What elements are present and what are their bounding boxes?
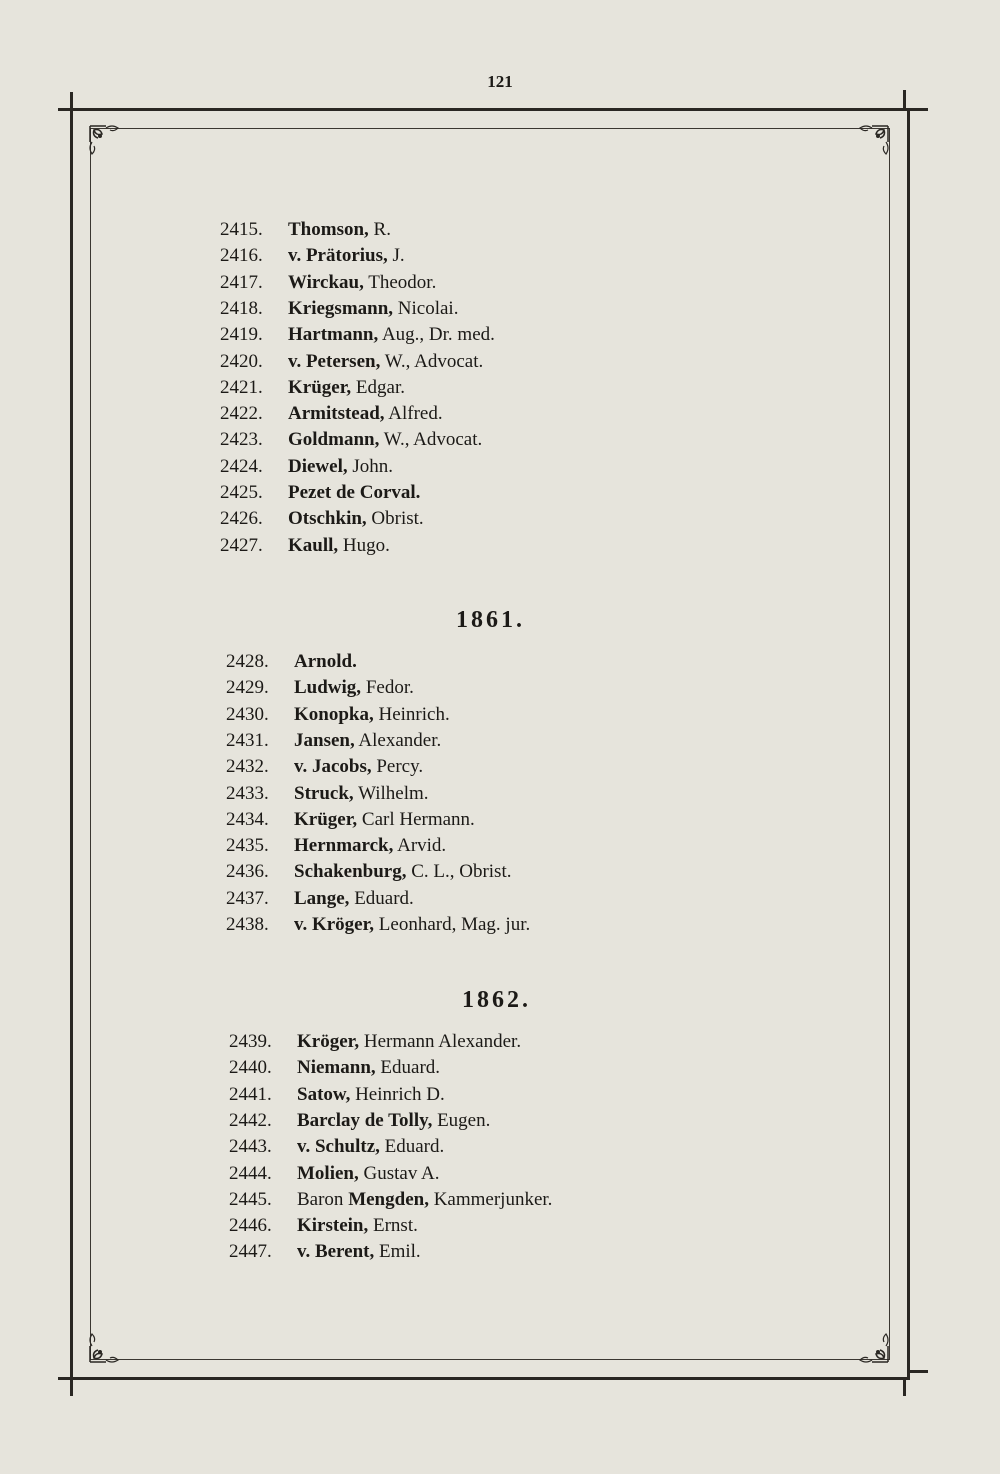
entry-number: 2447. [229, 1241, 272, 1263]
entry-number: 2428. [226, 651, 269, 672]
entry-number: 2427. [220, 534, 263, 556]
list-item [220, 323, 495, 347]
entry-details: Nicolai. [393, 297, 459, 319]
entry-details: Percy. [371, 756, 424, 778]
entry-number: 2434. [226, 808, 269, 830]
list-item [220, 218, 391, 242]
entry-surname: Goldmann, [288, 429, 380, 451]
entry-details: C. L., Obrist. [406, 861, 512, 883]
entry-surname: Satow, [297, 1083, 351, 1105]
list-item [226, 782, 429, 806]
entry-surname: Hernmarck, [294, 835, 394, 857]
entry-surname: Niemann, [297, 1057, 376, 1079]
list-item [226, 729, 441, 753]
entry-number: 2424. [220, 455, 263, 477]
entry-surname: Struck, [294, 782, 354, 804]
entry-details: R. [368, 219, 391, 240]
entry-number: 2442. [229, 1109, 272, 1131]
entry-surname: Kirstein, [297, 1215, 369, 1237]
entry-details: Heinrich. [373, 703, 450, 725]
entry-number: 2418. [220, 297, 263, 319]
entry-surname: Krüger, [288, 376, 352, 398]
entry-details: Arvid. [393, 835, 447, 857]
entry-number: 2421. [220, 376, 263, 398]
entry-details: Carl Hermann. [357, 808, 475, 830]
list-item [220, 297, 458, 321]
entry-surname: v. Jacobs, [294, 756, 372, 778]
entry-surname: v. Petersen, [288, 350, 381, 372]
list-item [220, 350, 483, 374]
list-item [226, 887, 414, 911]
entry-details: Aug., Dr. med. [378, 324, 495, 346]
entry-surname: Otschkin, [288, 508, 367, 530]
year-heading: 1861. [456, 607, 525, 633]
list-item [229, 1214, 418, 1238]
entry-surname: Wirckau, [288, 271, 364, 293]
entry-number: 2438. [226, 914, 269, 935]
entry-details: Eduard. [379, 1136, 445, 1158]
list-item [226, 913, 530, 937]
entry-details: Eduard. [375, 1057, 441, 1079]
entry-surname: Armitstead, [288, 403, 385, 425]
entry-surname: v. Berent, [297, 1241, 375, 1263]
entry-surname: Molien, [297, 1162, 359, 1184]
entry-details: Edgar. [351, 376, 405, 398]
list-item [220, 428, 482, 452]
entry-details: Eduard. [349, 887, 414, 909]
entry-surname: Arnold. [294, 651, 357, 672]
entry-number: 2440. [229, 1057, 272, 1079]
list-item [226, 755, 423, 779]
list-item [226, 676, 414, 700]
entry-number: 2416. [220, 245, 263, 267]
list-item [220, 481, 420, 505]
entry-number: 2439. [229, 1031, 272, 1052]
entry-surname: Konopka, [294, 703, 374, 725]
entry-details: Alfred. [384, 403, 443, 425]
entry-surname: Lange, [294, 887, 350, 909]
entry-details: Wilhelm. [353, 782, 429, 804]
entry-details: John. [347, 455, 394, 477]
entry-details: W., Advocat. [379, 429, 483, 451]
entry-details: J. [387, 245, 405, 267]
entry-number: 2435. [226, 835, 269, 857]
entry-number: 2443. [229, 1136, 272, 1158]
page-number: 121 [487, 72, 513, 91]
entry-surname: Ludwig, [294, 677, 362, 699]
entry-details: W., Advocat. [380, 350, 484, 372]
entry-surname: v. Kröger, [294, 914, 375, 935]
entry-surname: Krüger, [294, 808, 358, 830]
entry-number: 2426. [220, 508, 263, 530]
entry-surname: Jansen, [294, 729, 355, 751]
entry-details: Kammerjunker. [428, 1188, 553, 1210]
list-item [220, 402, 443, 426]
entry-number: 2437. [226, 887, 269, 909]
entry-details: Alexander. [354, 729, 442, 751]
entry-details: Gustav A. [358, 1162, 440, 1184]
entry-number: 2425. [220, 482, 263, 503]
entry-surname: Pezet de Corval. [288, 482, 421, 503]
list-item [229, 1240, 421, 1264]
list-item [229, 1056, 440, 1080]
entry-prefix: Baron [297, 1188, 349, 1210]
list-item [226, 834, 446, 858]
list-item [226, 860, 511, 884]
entry-surname: Diewel, [288, 455, 348, 477]
list-item [226, 703, 450, 727]
entry-number: 2415. [220, 219, 263, 240]
entry-number: 2444. [229, 1162, 272, 1184]
list-item [220, 244, 405, 268]
entry-number: 2445. [229, 1188, 272, 1210]
list-item [229, 1162, 440, 1186]
list-item [229, 1109, 490, 1133]
list-item [226, 808, 475, 832]
entry-surname: Barclay de Tolly, [297, 1109, 433, 1131]
list-item [229, 1083, 445, 1107]
entry-number: 2431. [226, 729, 269, 751]
entry-number: 2433. [226, 782, 269, 804]
entry-details: Fedor. [361, 677, 414, 699]
entry-details: Leonhard, Mag. jur. [374, 914, 531, 935]
entry-number: 2430. [226, 703, 269, 725]
entry-number: 2422. [220, 403, 263, 425]
entry-details: Emil. [374, 1241, 421, 1263]
entry-surname: v. Prätorius, [288, 245, 388, 267]
list-item [220, 376, 405, 400]
list-item [229, 1030, 521, 1054]
entry-number: 2420. [220, 350, 263, 372]
entry-surname: Thomson, [288, 219, 369, 240]
entry-surname: Mengden, [348, 1188, 429, 1210]
entry-number: 2419. [220, 324, 263, 346]
entry-details: Eugen. [432, 1109, 491, 1131]
entry-surname: Kaull, [288, 534, 339, 556]
entry-surname: v. Schultz, [297, 1136, 380, 1158]
entry-number: 2423. [220, 429, 263, 451]
entry-number: 2446. [229, 1215, 272, 1237]
list-item [226, 650, 357, 674]
entry-surname: Kriegsmann, [288, 297, 394, 319]
list-item [220, 455, 393, 479]
year-heading: 1862. [462, 987, 531, 1013]
entry-surname: Hartmann, [288, 324, 379, 346]
entry-number: 2417. [220, 271, 263, 293]
entry-details: Obrist. [366, 508, 424, 530]
entry-details: Ernst. [368, 1215, 418, 1237]
entry-surname: Schakenburg, [294, 861, 407, 883]
list-item [220, 534, 390, 558]
entry-details: Hugo. [338, 534, 390, 556]
entry-number: 2432. [226, 756, 269, 778]
list-item [220, 271, 436, 295]
entry-details: Hermann Alexander. [359, 1031, 522, 1052]
entry-details: Theodor. [363, 271, 437, 293]
entry-number: 2429. [226, 677, 269, 699]
entry-details: Heinrich D. [350, 1083, 445, 1105]
entry-number: 2441. [229, 1083, 272, 1105]
list-item [220, 507, 424, 531]
list-item [229, 1135, 444, 1159]
list-item [229, 1188, 552, 1212]
entry-surname: Kröger, [297, 1031, 360, 1052]
entry-number: 2436. [226, 861, 269, 883]
